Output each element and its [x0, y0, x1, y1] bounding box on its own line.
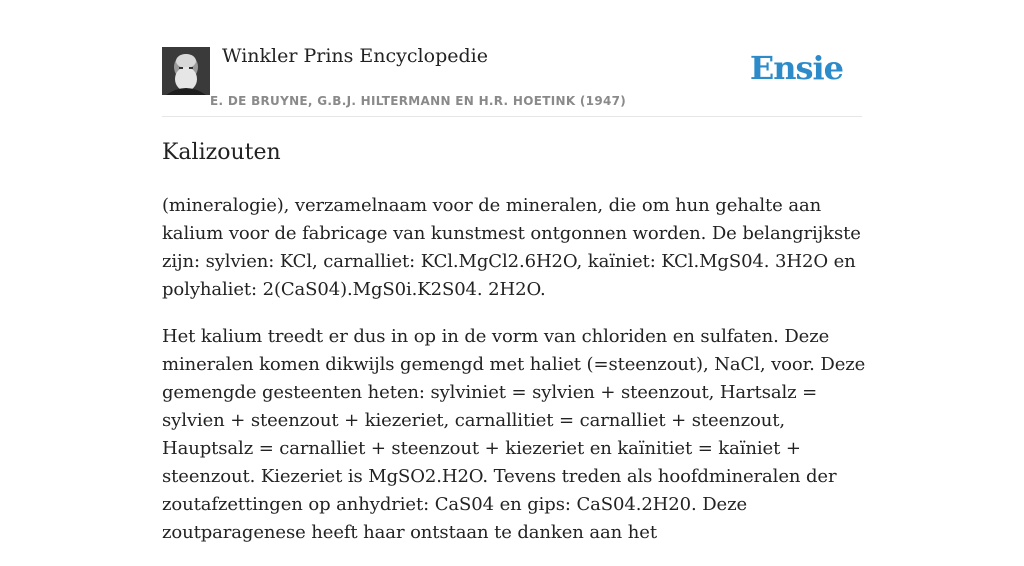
article-paragraph: (mineralogie), verzamelnaam voor de mineralen, die om hun gehalte aan kalium voor de fabricage van kunstmest ontgonnen worden. De belangrijkste zijn: sylvien: KCl, carnalliet: KCl.MgCl2.6H2O, kaïniet: KCl.MgS04. 3H2O en polyhaliet: 2(CaS04).MgS0i.K2S04. 2H2O.	[162, 195, 861, 300]
article-title: Kalizouten	[162, 140, 281, 165]
source-authors: E. DE BRUYNE, G.B.J. HILTERMANN EN H.R. HOETINK (1947)	[210, 94, 627, 108]
brand-logo[interactable]: Ensie	[749, 49, 843, 87]
article-body	[162, 192, 872, 566]
author-avatar[interactable]	[162, 47, 210, 95]
article-paragraph: Het kalium treedt er dus in op in de vorm van chloriden en sulfaten. Deze mineralen komen dikwijls gemengd met haliet (=steenzout), NaCl, voor. Deze gemengde gesteenten heten: sylviniet = sylvien + steenzout, Hartsalz = sylvien + steenzout + kiezeriet, carnallitiet = carnalliet + steenzout, Hauptsalz = carnalliet + steenzout + kiezeriet en kaïnitiet = kaïniet + steenzout. Kiezeriet is MgSO2.H2O. Tevens treden als hoofdmineralen der zoutafzettingen op anhydriet: CaS04 en gips: CaS04.2H20. Deze zoutparagenese heeft haar ontstaan te danken aan het	[162, 326, 866, 543]
portrait-image	[162, 47, 210, 95]
source-title[interactable]: Winkler Prins Encyclopedie	[222, 45, 488, 67]
source-header	[162, 40, 862, 117]
